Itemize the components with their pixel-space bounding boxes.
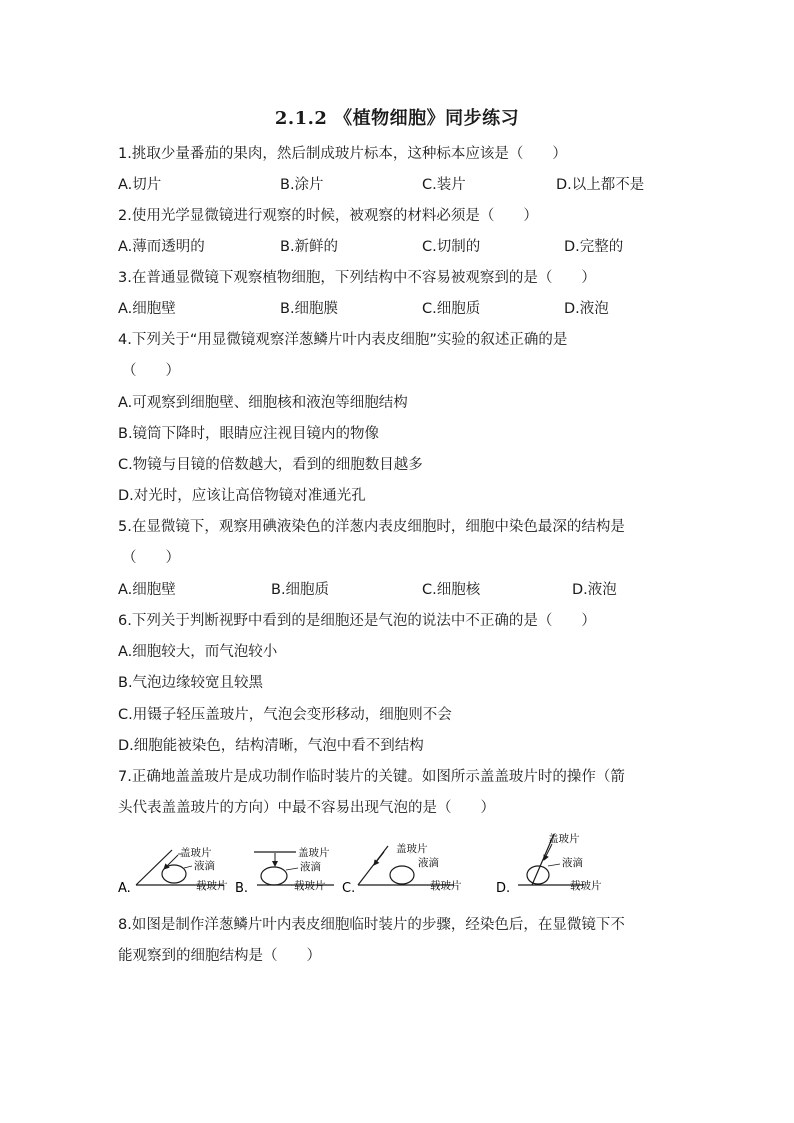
diagram-b-label: B.	[235, 881, 249, 896]
diagram-d-droplet-annotation: 液滴	[562, 857, 583, 869]
question-1-option-a: A.切片	[118, 177, 162, 193]
diagram-a	[118, 846, 228, 896]
diagram-c-droplet-annotation: 液滴	[418, 857, 439, 869]
diagram-a-cover-slip-annotation: 盖玻片	[180, 847, 212, 859]
question-6-option-a: A.细胞较大，而气泡较小	[118, 644, 278, 660]
question-6-option-b: B.气泡边缘较宽且较黑	[118, 675, 264, 691]
question-2-option-c: C.切制的	[422, 239, 481, 255]
question-5-stem-line-2: （ ）	[122, 550, 180, 566]
question-4-stem-line-2: （ ）	[122, 363, 180, 379]
question-5-option-a: A.细胞壁	[118, 582, 176, 598]
question-3-option-b: B.细胞膜	[280, 301, 339, 317]
diagram-b-cover-slip-annotation: 盖玻片	[298, 847, 330, 859]
question-5-option-d: D.液泡	[572, 582, 617, 598]
diagram-c-label: C.	[342, 881, 356, 896]
question-4-option-c: C.物镜与目镜的倍数越大，看到的细胞数目越多	[118, 457, 423, 473]
diagram-a-arrow-icon	[164, 855, 178, 869]
question-8-stem-line-1: 8.如图是制作洋葱鳞片叶内表皮细胞临时装片的步骤，经染色后，在显微镜下不	[118, 917, 625, 933]
worksheet-title: 2.1.2 《植物细胞》同步练习	[274, 108, 520, 129]
diagram-c-slide-annotation: 载玻片	[430, 880, 462, 892]
cover-slip-diagrams	[114, 828, 614, 898]
question-4-option-b: B.镜筒下降时，眼睛应注视目镜内的物像	[118, 426, 380, 442]
question-3-option-d: D.液泡	[564, 301, 609, 317]
diagram-d-droplet-leader	[548, 864, 560, 866]
question-4-stem-line-1: 4.下列关于“用显微镜观察洋葱鳞片叶内表皮细胞”实验的叙述正确的是	[118, 332, 568, 348]
diagram-b-droplet-annotation: 液滴	[300, 861, 321, 873]
question-1-option-c: C.装片	[422, 177, 466, 193]
diagram-c	[342, 842, 462, 896]
question-6-stem: 6.下列关于判断视野中看到的是细胞还是气泡的说法中不正确的是（ ）	[118, 613, 596, 629]
diagram-b	[235, 846, 334, 896]
question-5-option-c: C.细胞核	[422, 582, 481, 598]
question-4-option-a: A.可观察到细胞壁、细胞核和液泡等细胞结构	[118, 395, 408, 411]
question-1-stem: 1.挑取少量番茄的果肉，然后制成玻片标本，这种标本应该是（ ）	[118, 146, 567, 162]
question-3-option-a: A.细胞壁	[118, 301, 176, 317]
diagram-d	[496, 832, 602, 896]
diagram-c-cover-slip-annotation: 盖玻片	[396, 843, 428, 855]
question-2-option-d: D.完整的	[564, 239, 624, 255]
diagram-a-droplet-leader	[184, 866, 192, 868]
question-1-option-d: D.以上都不是	[556, 177, 645, 193]
question-5-option-b: B.细胞质	[271, 582, 330, 598]
question-4-option-d: D.对光时，应该让高倍物镜对准通光孔	[118, 488, 366, 504]
diagram-b-slide-annotation: 载玻片	[294, 880, 326, 892]
question-6-option-c: C.用镊子轻压盖玻片，气泡会变形移动，细胞则不会	[118, 707, 452, 723]
question-1-option-b: B.涂片	[280, 177, 324, 193]
diagram-b-droplet	[261, 867, 287, 885]
diagram-d-label: D.	[496, 881, 511, 896]
diagram-a-slide-annotation: 载玻片	[196, 880, 228, 892]
question-3-option-c: C.细胞质	[422, 301, 481, 317]
question-2-option-a: A.薄而透明的	[118, 239, 205, 255]
diagram-d-cover-slip-annotation: 盖玻片	[548, 833, 580, 845]
diagram-a-label: A.	[118, 881, 131, 896]
diagram-d-droplet	[527, 866, 549, 884]
question-3-stem: 3.在普通显微镜下观察植物细胞，下列结构中不容易被观察到的是（ ）	[118, 270, 596, 286]
question-2-option-b: B.新鲜的	[280, 239, 339, 255]
question-7-stem-line-1: 7.正确地盖盖玻片是成功制作临时装片的关键。如图所示盖盖玻片时的操作（箭	[118, 769, 625, 785]
diagram-d-slide-annotation: 载玻片	[570, 880, 602, 892]
question-7-stem-line-2: 头代表盖盖玻片的方向）中最不容易出现气泡的是（ ）	[118, 800, 495, 816]
question-8-stem-line-2: 能观察到的细胞结构是（ ）	[118, 948, 321, 964]
diagram-b-droplet-leader	[286, 868, 298, 870]
question-2-stem: 2.使用光学显微镜进行观察的时候，被观察的材料必须是（ ）	[118, 208, 538, 224]
diagram-a-droplet-annotation: 液滴	[194, 860, 215, 872]
diagram-c-arrow-icon	[374, 852, 384, 865]
question-5-stem-line-1: 5.在显微镜下，观察用碘液染色的洋葱内表皮细胞时，细胞中染色最深的结构是	[118, 519, 625, 535]
diagram-c-droplet	[390, 866, 414, 884]
question-6-option-d: D.细胞能被染色，结构清晰，气泡中看不到结构	[118, 738, 424, 754]
